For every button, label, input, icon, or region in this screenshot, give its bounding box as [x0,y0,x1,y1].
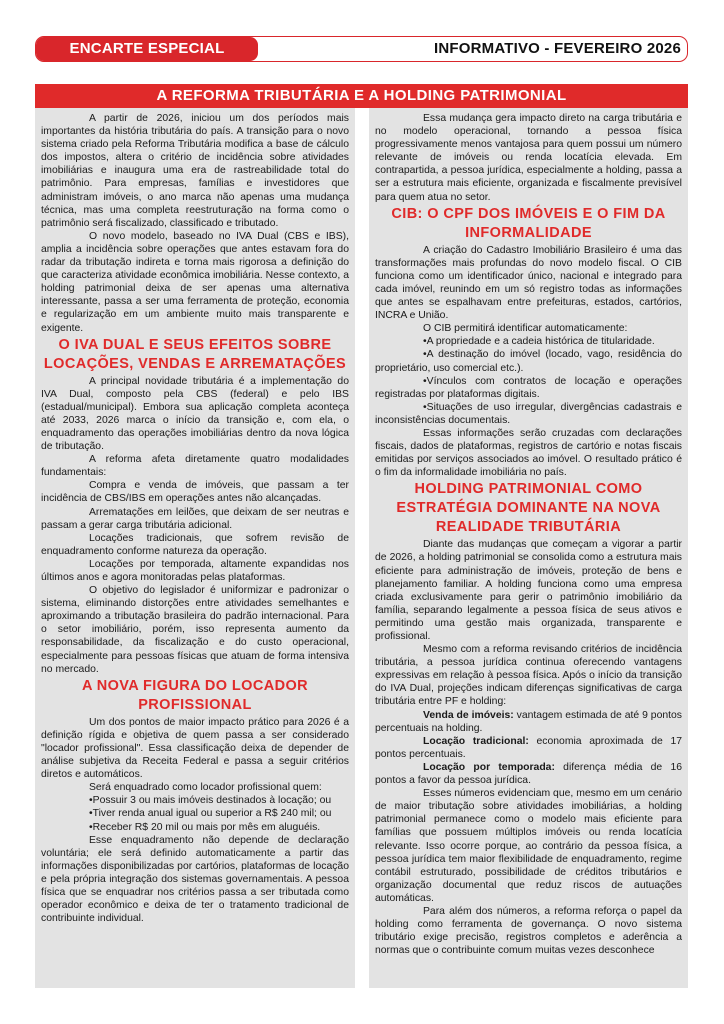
paragraph: O objetivo do legislador é uniformizar e padronizar o sistema, eliminando distorções entre atividades semelhantes e aproximando a tributação brasileira do padrão internacional. Para o setor imobiliário, porém, isso representa aumento da responsabilidade, da fiscalização e do custo operacional, especialmente para pessoas físicas que atuam de forma intensiva no mercado. [41,585,349,675]
paragraph: Esse enquadramento não depende de declaração voluntária; ele será definido automaticamente a partir das informações disponibilizadas por cartórios, plataformas de locação e pela própria integração dos sistemas governamentais. A pessoa física que se enquadrar nos critérios passa a ser tributada como operador econômico e deixa de ter o tratamento tradicional de contribuinte individual. [41,834,349,925]
paragraph: A partir de 2026, iniciou um dos períodos mais importantes da história tributária do país. A transição para o novo sistema criado pela Reforma Tributária modifica a base de cálculo dos impostos, altera o critério de incidência sobre atividades imobiliárias e inaugura uma era de rastreabilidade total do patrimônio. Para empresas, famílias e investidores que administram imóveis, o ano marca não apenas uma mudança técnica, mas uma completa reestruturação na forma como o patrimônio será fiscalizado, classificado e tributado. [41,113,349,229]
highlight-text: diferença média de 16 pontos a favor da pessoa jurídica. [375,761,682,787]
bullet-item: •Vínculos com contratos de locação e operações registradas por plataformas digitais. [375,375,682,400]
bullet-item: •A propriedade e a cadeia histórica de titularidade. [423,336,655,348]
paragraph: Compra e venda de imóveis, que passam a ter incidência de CBS/IBS em operações antes não alcançadas. [41,480,349,505]
highlight-label: Locação tradicional: [423,735,529,747]
paragraph: Arrematações em leilões, que deixam de ser neutras e passam a gerar carga tributária adicional. [41,506,349,531]
paragraph: O novo modelo, baseado no IVA Dual (CBS e IBS), amplia a incidência sobre operações que antes estavam fora do radar da tributação indireta e torna mais rigorosa a definição do que caracteriza atividade econômica imobiliária. Nesse contexto, a holding patrimonial deixa de ser apenas uma alternativa interessante, passa a ser uma ferramenta de proteção, economia e regularização em um ambiente muito mais transparente e exigente. [41,230,349,334]
highlight-text: vantagem estimada de até 9 pontos percentuais na holding. [375,709,683,734]
paragraph: Para além dos números, a reforma reforça o papel da holding como ferramenta de governança. O novo sistema tributário exige precisão, registros completos e aderência a normas que o contribuinte comum muitas vezes desconhece [375,905,682,957]
paragraph: Será enquadrado como locador profissional quem: [89,782,322,794]
section-heading-locador: A NOVA FIGURA DO LOCADOR PROFISSIONAL [81,677,309,713]
highlight-text: economia aproximada de 17 pontos percentuais. [375,735,683,760]
section-label: ENCARTE ESPECIAL [36,37,258,61]
highlight-label: Locação por temporada: [423,761,555,773]
page-title: A REFORMA TRIBUTÁRIA E A HOLDING PATRIMONIAL [35,84,688,108]
paragraph: Esses números evidenciam que, mesmo em um cenário de maior tributação sobre atividades imobiliárias, a holding patrimonial permanece como o modelo mais eficiente para famílias que possuem múltiplos imóveis ou renda locatícia relevante. Isso ocorre porque, ao contrário da pessoa física, a pessoa jurídica tem maior flexibilidade de enquadramento, regime contábil estruturado, possibilidade de créditos tributários e organização documental que reduz riscos de autuações automáticas. [375,788,682,904]
paragraph: A reforma afeta diretamente quatro modalidades fundamentais: [41,454,349,479]
bullet-item: •Receber R$ 20 mil ou mais por mês em aluguéis. [89,821,321,833]
bullet-item: •A destinação do imóvel (locado, vago, residência do proprietário, uso comercial etc.). [375,349,682,374]
issue-label: INFORMATIVO - FEVEREIRO 2026 [433,40,681,57]
paragraph: O CIB permitirá identificar automaticamente: [423,323,628,335]
highlight-label: Venda de imóveis: [423,709,514,721]
highlight-item [375,709,682,735]
bullet-item: •Tiver renda anual igual ou superior a R$ 240 mil; ou [89,808,332,820]
bullet-item: •Situações de uso irregular, divergências cadastrais e inconsistências documentais. [375,401,682,426]
paragraph: Essa mudança gera impacto direto na carga tributária e no modelo operacional, tornando a pessoa física progressivamente menos vantajosa para quem possui um número relevante de imóveis ou renda locatícia elevada. Em contrapartida, a pessoa jurídica, especialmente a holding, passa a ser a estrutura mais eficiente, organizada e fiscalmente previsível para quem atua no setor. [375,113,682,203]
section-heading-iva-dual: O IVA DUAL E SEUS EFEITOS SOBRE LOCAÇÕES, VENDAS E ARREMATAÇÕES [43,336,347,372]
paragraph: A criação do Cadastro Imobiliário Brasileiro é uma das transformações mais profundas do novo modelo fiscal. O CIB funciona como um identificador único, nacional e integrado para cada imóvel, reunindo em um só registro todas as informações que antes se espalhavam entre prefeituras, estados, cartórios, INCRA e União. [375,244,682,322]
paragraph: Diante das mudanças que começam a vigorar a partir de 2026, a holding patrimonial se consolida como a estrutura mais eficiente para administração de imóveis, proteção de bens e planejamento familiar. A holding funciona como uma empresa criada exclusivamente para gerir o patrimônio imobiliário da família, separando legalmente a pessoa física de seus ativos e permitindo uma gestão mais organizada, transparente e profissional. [375,539,682,642]
left-column [35,108,355,988]
right-column [369,108,688,988]
paragraph: Locações tradicionais, que sofrem revisão de enquadramento conforme natureza da operação. [41,532,349,557]
highlight-item [375,761,682,787]
paragraph: Um dos pontos de maior impacto prático para 2026 é a definição rígida e objetiva de quem passa a ser considerado "locador profissional". Essa classificação deixa de depender de análise subjetiva da Receita Federal e passa a seguir critérios diretos e automáticos. [41,716,349,781]
header-bar [35,36,688,62]
paragraph: Essas informações serão cruzadas com declarações fiscais, dados de plataformas, registros de cartório e notas fiscais emitidas por serviços associados ao imóvel. O resultado prático é o fim da informalidade imobiliária no país. [375,427,682,479]
section-heading-cib: CIB: O CPF DOS IMÓVEIS E O FIM DA INFORMALIDADE [391,205,666,241]
bullet-item: •Possuir 3 ou mais imóveis destinados à locação; ou [89,795,332,807]
paragraph: Locações por temporada, altamente expandidas nos últimos anos e agora monitoradas pelas plataformas. [41,558,349,583]
highlight-item [375,735,682,761]
paragraph: A principal novidade tributária é a implementação do IVA Dual, composto pela CBS (federal) e pelo IBS (estadual/municipal). Embora sua aplicação completa aconteça até 2033, 2026 marca o início da transição e, com ela, o enquadramento das operações imobiliárias dentro da nova lógica de tributação. [41,375,349,453]
paragraph: Mesmo com a reforma revisando critérios de incidência tributária, a pessoa jurídica continua oferecendo vantagens expressivas em relação à pessoa física. Após o início da transição do IVA Dual, projeções indicam diferenças significativas de carga tributária entre PF e holding: [375,644,682,708]
section-heading-holding: HOLDING PATRIMONIAL COMO ESTRATÉGIA DOMINANTE NA NOVA REALIDADE TRIBUTÁRIA [396,481,661,536]
